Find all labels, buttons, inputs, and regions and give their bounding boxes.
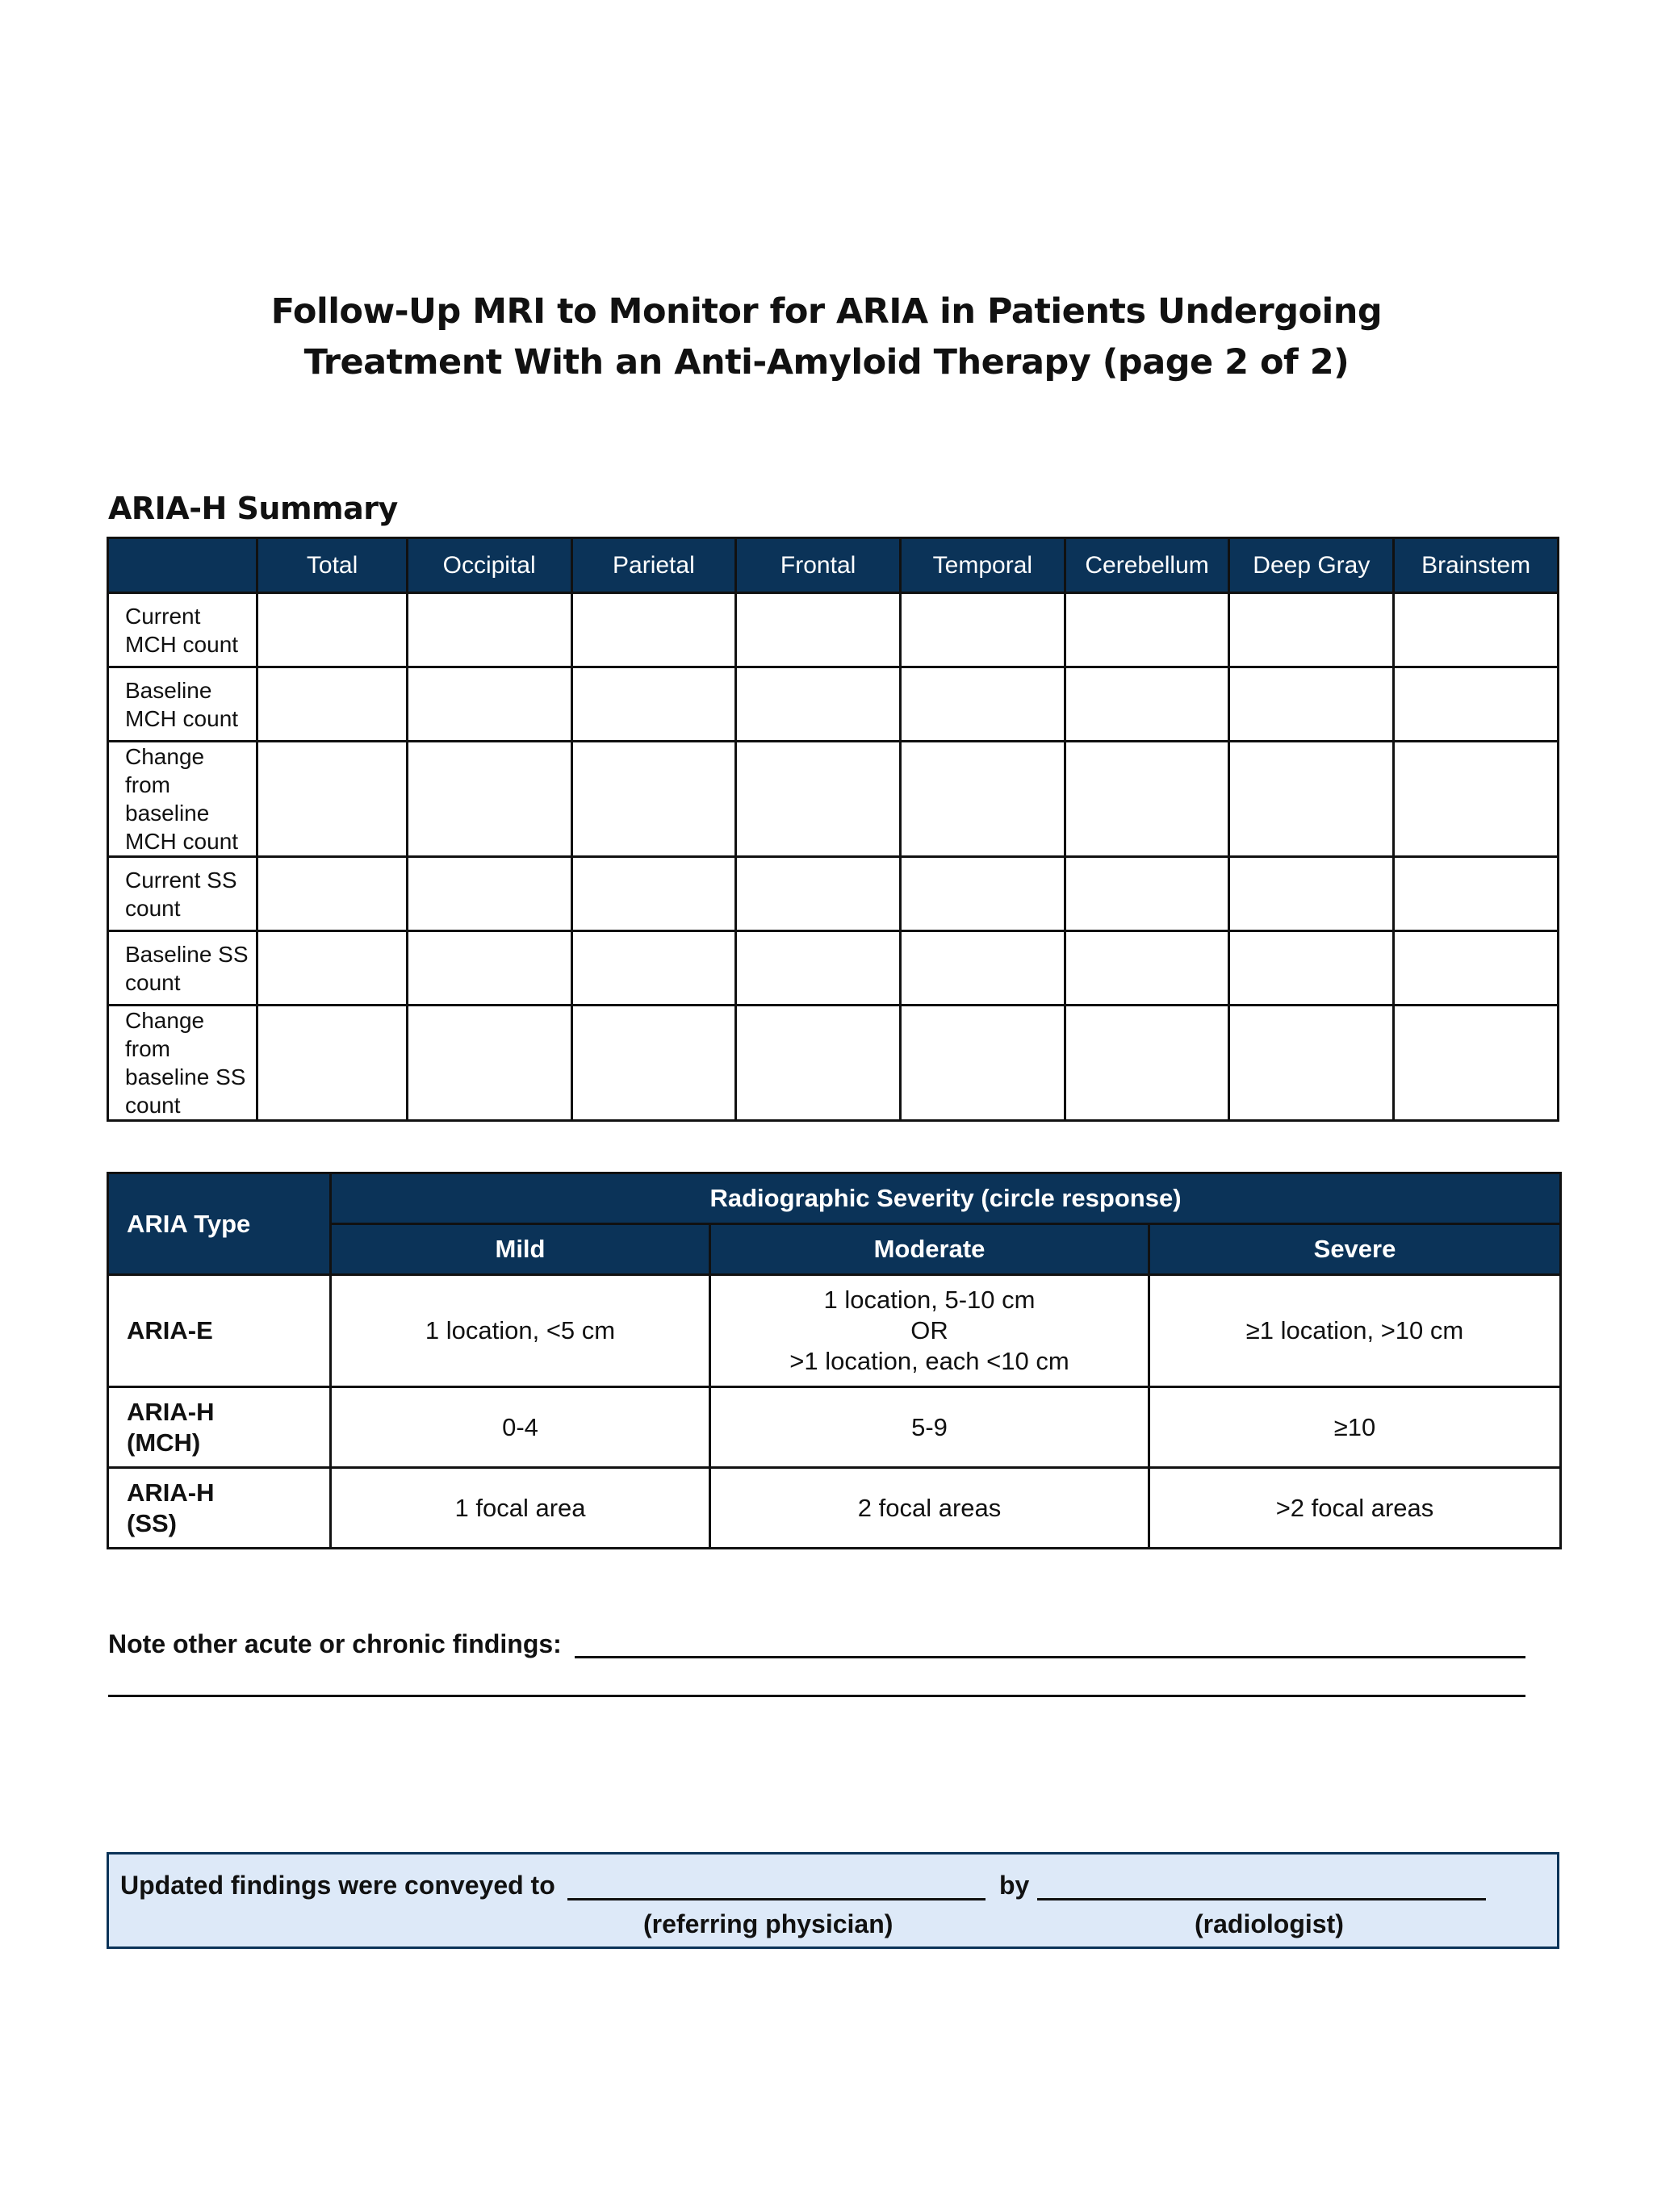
severity-option-severe[interactable]: ≥1 location, >10 cm xyxy=(1149,1275,1561,1387)
entry-cell[interactable] xyxy=(257,857,407,931)
entry-cell[interactable] xyxy=(407,742,571,857)
entry-cell[interactable] xyxy=(1065,593,1229,667)
row-label-aria-h-ss: ARIA-H (SS) xyxy=(108,1468,331,1549)
column-header-parietal: Parietal xyxy=(571,538,736,593)
severity-option-moderate[interactable]: 5-9 xyxy=(710,1387,1149,1468)
entry-cell[interactable] xyxy=(257,667,407,742)
radiographic-severity-header: Radiographic Severity (circle response) xyxy=(331,1173,1561,1224)
entry-cell[interactable] xyxy=(571,742,736,857)
entry-cell[interactable] xyxy=(900,667,1065,742)
severity-header-mild: Mild xyxy=(331,1224,710,1275)
entry-cell[interactable] xyxy=(407,667,571,742)
entry-cell[interactable] xyxy=(1229,593,1394,667)
entry-cell[interactable] xyxy=(1394,931,1559,1006)
entry-cell[interactable] xyxy=(407,1006,571,1121)
entry-cell[interactable] xyxy=(257,742,407,857)
entry-cell[interactable] xyxy=(1229,931,1394,1006)
entry-cell[interactable] xyxy=(1394,667,1559,742)
entry-cell[interactable] xyxy=(736,857,901,931)
severity-header-moderate: Moderate xyxy=(710,1224,1149,1275)
table-row xyxy=(108,667,1559,742)
entry-cell[interactable] xyxy=(571,667,736,742)
entry-cell[interactable] xyxy=(407,593,571,667)
column-header-cerebellum: Cerebellum xyxy=(1065,538,1229,593)
severity-option-severe[interactable]: >2 focal areas xyxy=(1149,1468,1561,1549)
row-label-current-mch-count: Current MCH count xyxy=(108,593,257,667)
entry-cell[interactable] xyxy=(900,742,1065,857)
entry-cell[interactable] xyxy=(900,593,1065,667)
radiologist-caption: (radiologist) xyxy=(1195,1909,1344,1938)
entry-cell[interactable] xyxy=(900,1006,1065,1121)
column-header-occipital: Occipital xyxy=(407,538,571,593)
note-findings-line-1[interactable] xyxy=(575,1656,1525,1658)
table-row xyxy=(108,1468,1561,1549)
radiologist-line[interactable] xyxy=(1037,1898,1486,1900)
note-findings-label: Note other acute or chronic findings: xyxy=(108,1629,562,1658)
row-label-baseline-ss-count: Baseline SS count xyxy=(108,931,257,1006)
entry-cell[interactable] xyxy=(736,931,901,1006)
aria-h-summary-heading: ARIA-H Summary xyxy=(108,491,398,526)
row-label-change-ss-count: Change from baseline SS count xyxy=(108,1006,257,1121)
table-row xyxy=(108,1006,1559,1121)
table-row xyxy=(108,1275,1561,1387)
row-label-current-ss-count: Current SS count xyxy=(108,857,257,931)
row-label-aria-e: ARIA-E xyxy=(108,1275,331,1387)
severity-option-mild[interactable]: 0-4 xyxy=(331,1387,710,1468)
conveyed-by: by xyxy=(999,1871,1030,1900)
referring-physician-caption: (referring physician) xyxy=(643,1909,893,1938)
entry-cell[interactable] xyxy=(571,593,736,667)
title-line-2: Treatment With an Anti-Amyloid Therapy (page 2 of 2) xyxy=(303,342,1350,383)
table-row xyxy=(108,593,1559,667)
severity-option-moderate[interactable]: 1 location, 5-10 cm OR >1 location, each <10 cm xyxy=(710,1275,1149,1387)
table-row xyxy=(108,1387,1561,1468)
entry-cell[interactable] xyxy=(1394,742,1559,857)
entry-cell[interactable] xyxy=(736,593,901,667)
entry-cell[interactable] xyxy=(1065,1006,1229,1121)
summary-header-corner xyxy=(108,538,257,593)
entry-cell[interactable] xyxy=(1229,742,1394,857)
entry-cell[interactable] xyxy=(257,931,407,1006)
page-title xyxy=(0,286,1653,388)
severity-option-moderate[interactable]: 2 focal areas xyxy=(710,1468,1149,1549)
entry-cell[interactable] xyxy=(1065,742,1229,857)
table-row xyxy=(108,742,1559,857)
severity-option-mild[interactable]: 1 location, <5 cm xyxy=(331,1275,710,1387)
entry-cell[interactable] xyxy=(736,742,901,857)
entry-cell[interactable] xyxy=(1394,1006,1559,1121)
entry-cell[interactable] xyxy=(571,1006,736,1121)
row-label-aria-h-mch: ARIA-H (MCH) xyxy=(108,1387,331,1468)
row-label-change-mch-count: Change from baseline MCH count xyxy=(108,742,257,857)
conveyed-prefix: Updated findings were conveyed to xyxy=(120,1871,555,1900)
entry-cell[interactable] xyxy=(1065,931,1229,1006)
column-header-deep-gray: Deep Gray xyxy=(1229,538,1394,593)
entry-cell[interactable] xyxy=(1229,1006,1394,1121)
aria-h-summary-table xyxy=(107,537,1559,1122)
column-header-frontal: Frontal xyxy=(736,538,901,593)
aria-severity-table xyxy=(107,1172,1562,1549)
column-header-temporal: Temporal xyxy=(900,538,1065,593)
table-row xyxy=(108,931,1559,1006)
severity-option-mild[interactable]: 1 focal area xyxy=(331,1468,710,1549)
entry-cell[interactable] xyxy=(1229,667,1394,742)
entry-cell[interactable] xyxy=(257,593,407,667)
severity-group-header-row xyxy=(108,1173,1561,1224)
aria-type-header: ARIA Type xyxy=(108,1173,331,1275)
entry-cell[interactable] xyxy=(1394,593,1559,667)
entry-cell[interactable] xyxy=(407,857,571,931)
table-row xyxy=(108,857,1559,931)
entry-cell[interactable] xyxy=(257,1006,407,1121)
entry-cell[interactable] xyxy=(1394,857,1559,931)
entry-cell[interactable] xyxy=(1229,857,1394,931)
title-line-1: Follow-Up MRI to Monitor for ARIA in Patients Undergoing xyxy=(270,291,1383,332)
referring-physician-line[interactable] xyxy=(567,1898,986,1900)
entry-cell[interactable] xyxy=(1065,857,1229,931)
entry-cell[interactable] xyxy=(407,931,571,1006)
entry-cell[interactable] xyxy=(571,857,736,931)
entry-cell[interactable] xyxy=(900,931,1065,1006)
entry-cell[interactable] xyxy=(900,857,1065,931)
entry-cell[interactable] xyxy=(736,1006,901,1121)
severity-header-severe: Severe xyxy=(1149,1224,1561,1275)
summary-header-row xyxy=(108,538,1559,593)
severity-option-severe[interactable]: ≥10 xyxy=(1149,1387,1561,1468)
column-header-brainstem: Brainstem xyxy=(1394,538,1559,593)
entry-cell[interactable] xyxy=(571,931,736,1006)
entry-cell[interactable] xyxy=(1065,667,1229,742)
findings-conveyed-box xyxy=(107,1852,1559,1949)
row-label-baseline-mch-count: Baseline MCH count xyxy=(108,667,257,742)
entry-cell[interactable] xyxy=(736,667,901,742)
column-header-total: Total xyxy=(257,538,407,593)
note-findings-line-2[interactable] xyxy=(108,1695,1525,1697)
